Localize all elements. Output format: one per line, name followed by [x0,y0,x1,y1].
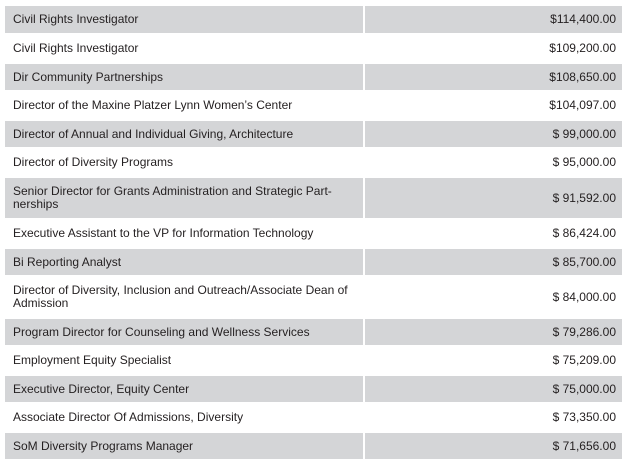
salary-amount: $ 79,286.00 [365,319,622,345]
position-title: SoM Diversity Programs Manager [5,433,365,459]
salary-amount: $ 91,592.00 [365,178,622,218]
position-title: Executive Director, Equity Center [5,376,365,402]
position-title: Civil Rights Investigator [5,35,365,62]
position-title: Director of Diversity Programs [5,149,365,176]
table-row [5,433,622,461]
salary-amount: $ 84,000.00 [365,277,622,317]
position-title: Dir Community Partnerships [5,64,365,90]
salary-amount: $ 71,656.00 [365,433,622,459]
position-title: Bi Reporting Analyst [5,249,365,275]
position-title: Senior Director for Grants Administration and Strategic Part- nerships [5,178,365,218]
table-row [5,121,622,149]
salary-amount: $ 95,000.00 [365,149,622,176]
table-row [5,149,622,178]
table-row [5,220,622,249]
table-row [5,249,622,277]
salary-amount: $109,200.00 [365,35,622,62]
table-row [5,347,622,376]
salary-table [5,6,622,461]
salary-amount: $ 86,424.00 [365,220,622,247]
salary-amount: $ 75,209.00 [365,347,622,374]
position-title: Employment Equity Specialist [5,347,365,374]
salary-amount: $ 85,700.00 [365,249,622,275]
table-row [5,6,622,35]
salary-amount: $ 73,350.00 [365,404,622,431]
table-row [5,35,622,64]
salary-amount: $104,097.00 [365,92,622,119]
salary-amount: $ 75,000.00 [365,376,622,402]
salary-amount: $108,650.00 [365,64,622,90]
position-title: Director of Annual and Individual Giving, Architecture [5,121,365,147]
table-row [5,64,622,92]
salary-amount: $ 99,000.00 [365,121,622,147]
table-row [5,277,622,319]
position-title: Director of Diversity, Inclusion and Outreach/Associate Dean of Admission [5,277,365,317]
position-title: Executive Assistant to the VP for Information Technology [5,220,365,247]
table-row [5,92,622,121]
position-title: Civil Rights Investigator [5,6,365,33]
position-title: Director of the Maxine Platzer Lynn Women’s Center [5,92,365,119]
table-row [5,178,622,220]
position-title: Associate Director Of Admissions, Diversity [5,404,365,431]
position-title: Program Director for Counseling and Wellness Services [5,319,365,345]
table-row [5,319,622,347]
table-row [5,376,622,404]
table-row [5,404,622,433]
salary-amount: $114,400.00 [365,6,622,33]
